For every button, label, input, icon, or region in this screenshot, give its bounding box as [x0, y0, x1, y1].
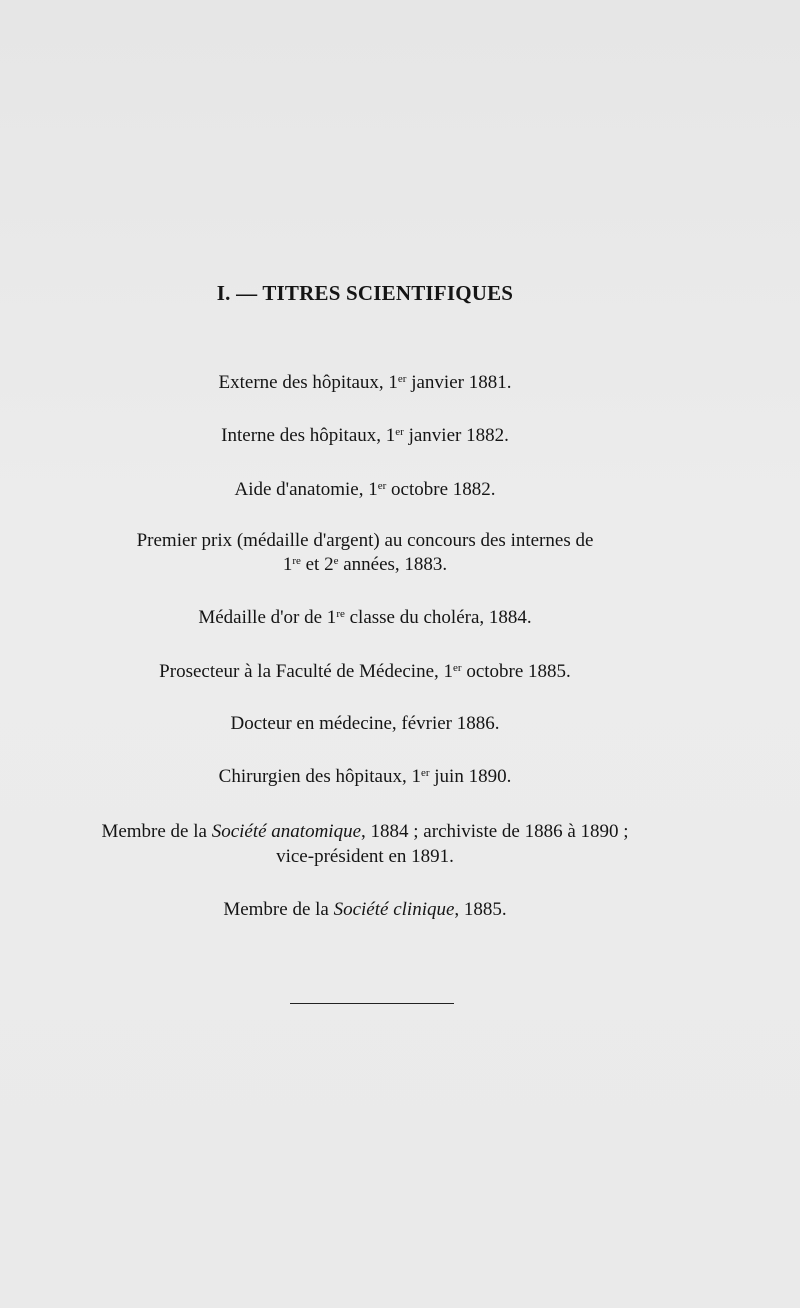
entry-docteur: Docteur en médecine, février 1886.: [230, 713, 500, 734]
section-end-rule: [290, 1003, 454, 1004]
entry-medaille-or: Médaille d'or de 1re classe du choléra, 1884.: [198, 607, 532, 628]
entry-societe-anatomique-line2: vice-président en 1891.: [276, 846, 454, 867]
entry-externe: Externe des hôpitaux, 1er janvier 1881.: [218, 372, 512, 393]
section-heading: I. — TITRES SCIENTIFIQUES: [216, 281, 514, 305]
entry-aide-anatomie: Aide d'anatomie, 1er octobre 1882.: [234, 479, 496, 500]
entry-premier-prix-line1: Premier prix (médaille d'argent) au concours des internes de: [136, 530, 594, 551]
entry-prosecteur: Prosecteur à la Faculté de Médecine, 1er octobre 1885.: [159, 661, 571, 682]
entry-premier-prix-line2: 1re et 2e années, 1883.: [282, 554, 448, 575]
entry-societe-anatomique-line1: Membre de la Société anatomique, 1884 ; archiviste de 1886 à 1890 ;: [101, 821, 629, 842]
entry-societe-clinique: Membre de la Société clinique, 1885.: [223, 899, 507, 920]
entry-chirurgien: Chirurgien des hôpitaux, 1er juin 1890.: [218, 766, 512, 787]
entry-interne: Interne des hôpitaux, 1er janvier 1882.: [221, 425, 509, 446]
